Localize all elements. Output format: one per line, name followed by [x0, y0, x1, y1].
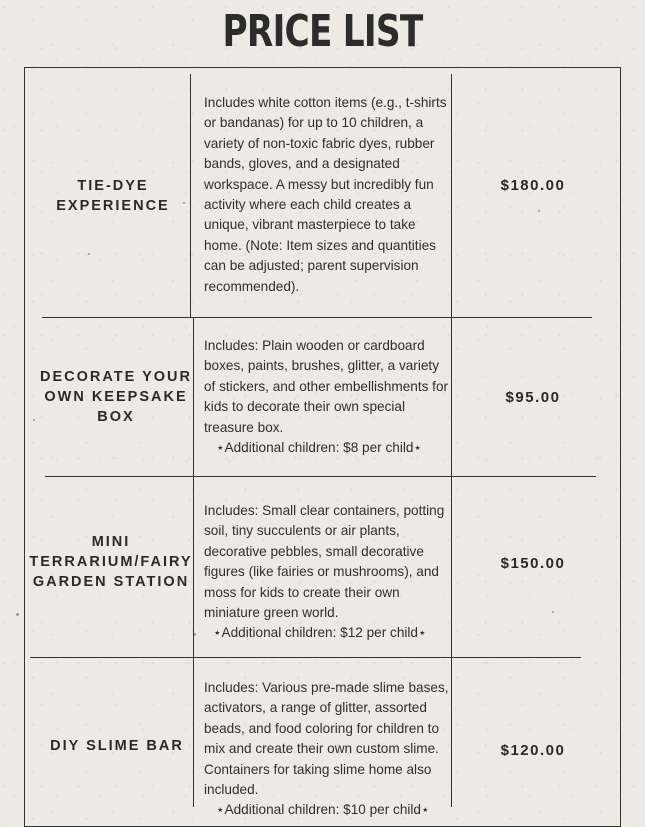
description-text: Includes white cotton items (e.g., t-shirts or bandanas) for up to 10 children, a variety of non-toxic fabric dyes, rubber bands, gloves, and a designated workspace. A messy but incredibly fun activity where each child creates a unique, vibrant masterpiece to take home. (Note: Item sizes and quantities can be adjusted; parent supervision recommended).: [204, 95, 447, 294]
item-name: DIY SLIME BAR: [50, 738, 184, 754]
item-name: DECORATE YOUR OWN KEEPSAKE BOX: [40, 369, 192, 425]
item-description: [204, 336, 450, 458]
additional-children-note: ⋆Additional children: $10 per child⋆: [216, 802, 430, 818]
item-description: [204, 501, 450, 644]
row-divider: [42, 317, 592, 318]
additional-children-note: ⋆Additional children: $12 per child⋆: [213, 625, 427, 641]
page-title: PRICE LIST: [222, 6, 423, 57]
item-price: $150.00: [500, 555, 566, 572]
item-price: $95.00: [505, 389, 561, 406]
item-description: [204, 93, 450, 297]
item-price: $180.00: [500, 177, 566, 194]
paper-speck: [183, 202, 185, 204]
item-name: TIE-DYE EXPERIENCE: [56, 178, 170, 214]
paper-speck: [538, 210, 540, 212]
paper-speck: [33, 419, 35, 421]
item-name: MINI TERRARIUM/FAIRY GARDEN STATION: [29, 534, 193, 590]
paper-speck: [88, 253, 90, 255]
paper-speck: [193, 633, 196, 636]
description-text: Includes: Small clear containers, potting soil, tiny succulents or air plants, decorative pebbles, small decorative figures (like fairies or mushrooms), and moss for kids to create their own miniature green world.: [204, 503, 445, 621]
item-price: $120.00: [500, 742, 566, 759]
additional-children-note: ⋆Additional children: $8 per child⋆: [216, 440, 422, 456]
paper-speck: [552, 611, 554, 613]
row-divider: [45, 476, 596, 477]
description-text: Includes: Plain wooden or cardboard boxes, paints, brushes, glitter, a variety of stickers, and other embellishments for kids to decorate their own special treasure box.: [204, 338, 449, 435]
row-divider: [30, 657, 581, 658]
description-text: Includes: Various pre-made slime bases, activators, a range of glitter, assorted beads, and food coloring for children to mix and create their own custom slime. Containers for taking slime home also included.: [204, 680, 449, 798]
item-description: [204, 678, 450, 821]
paper-speck: [16, 613, 19, 616]
